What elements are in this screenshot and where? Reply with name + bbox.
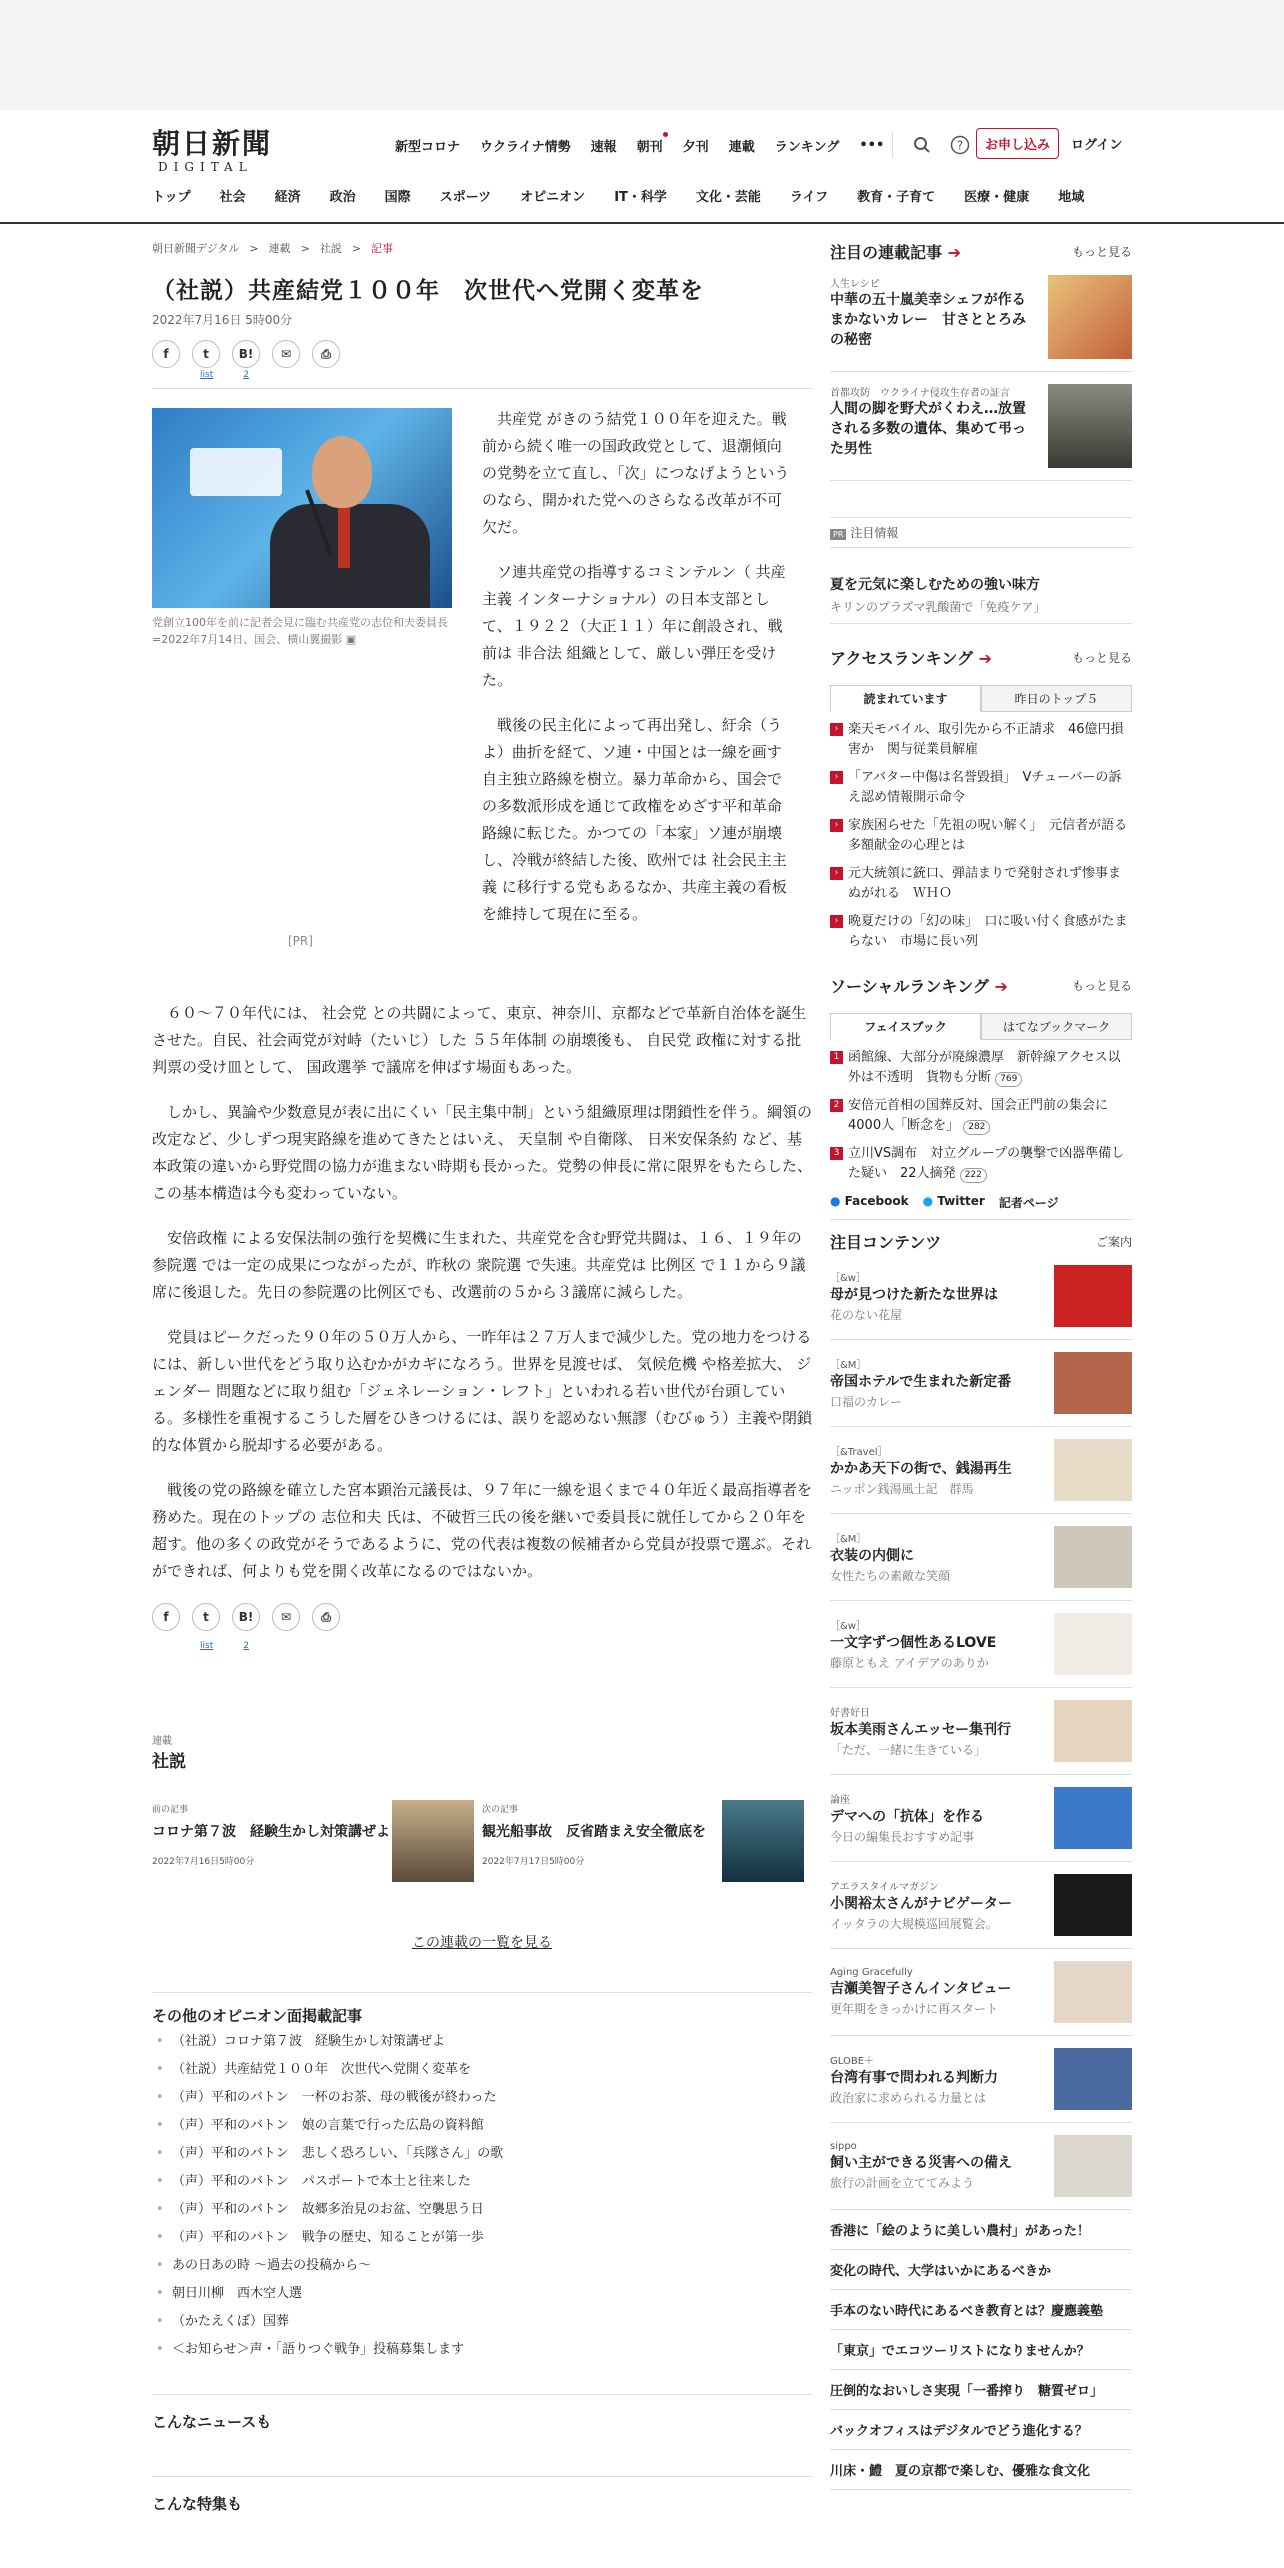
list-item[interactable]: • （社説）コロナ第７波 経験生かし対策講ぜよ — [152, 2028, 812, 2056]
crumb-home[interactable]: 朝日新聞デジタル — [152, 242, 240, 255]
thumb — [1054, 1613, 1132, 1675]
top-nav — [395, 136, 904, 155]
share-bar — [152, 340, 812, 368]
mail-share-icon[interactable]: ✉ — [272, 340, 300, 368]
twitter-link[interactable]: ● Twitter — [922, 1194, 985, 1208]
site-logo[interactable]: 朝日新聞 DIGITAL — [152, 127, 273, 174]
site-header — [152, 118, 1132, 174]
nav-breaking[interactable]: 速報 — [590, 140, 617, 155]
paragraph: 戦後の民主化によって再出発し、紆余（うよ）曲折を経て、ソ連・中国とは一線を画す自主独立路線を樹立。暴力革命から、国会での多数派形成を通じて政権をめざす平和革命路線に転じた。かつての「本家」ソ連が崩壊し、冷戦が終結した後、欧州では 社会民主主義 に移行する党もあるなか、共産主義の看板を維持して現在に至る。 — [482, 716, 787, 923]
divider — [152, 388, 812, 389]
photo-caption: 党創立100年を前に記者会見に臨む共産党の志位和夫委員長=2022年7月14日、国会、横山翼撮影 ▣ — [152, 616, 448, 646]
arrow-right-icon: ➔ — [978, 649, 993, 668]
list-item[interactable]: › 家族困らせた「先祖の呪い解く」 元信者が語る多額献金の心理とは — [830, 816, 1132, 856]
tab-popular[interactable]: 読まれています — [830, 685, 981, 712]
share-bar-bottom — [152, 1603, 812, 1631]
nav-ukraine[interactable]: ウクライナ情勢 — [480, 140, 571, 155]
article-body — [152, 1000, 812, 1660]
series-label: 連載 — [152, 1736, 172, 1747]
featured-article[interactable]: 首都攻防 ウクライナ侵攻生存者の証言 人間の脚を野犬がくわえ…放置される多数の遺体、集めて弔った男性 — [830, 372, 1132, 481]
help-icon[interactable] — [948, 133, 972, 157]
gnav-it-science[interactable]: IT・科学 — [614, 190, 667, 205]
list-item[interactable]: • ＜お知らせ＞声・「語りつぐ戦争」投稿募集します — [152, 2336, 812, 2364]
list-item[interactable]: • （社説）共産結党１００年 次世代へ党開く変革を — [152, 2056, 812, 2084]
news-title: こんなニュースも — [152, 2413, 272, 2431]
gnav-culture[interactable]: 文化・芸能 — [695, 190, 761, 205]
gnav-sports[interactable]: スポーツ — [439, 190, 492, 205]
search-icon[interactable] — [910, 133, 934, 157]
crumb-current: 記事 — [371, 242, 393, 255]
more-menu-icon[interactable]: ••• — [859, 138, 885, 153]
mail-share-icon[interactable]: ✉ — [272, 1603, 300, 1631]
breadcrumb: 朝日新聞デジタル > 連載 > 社説 > 記事 — [152, 241, 393, 255]
contents-list — [830, 1253, 1132, 2210]
paragraph: ６０～７０年代には、 社会党 との共闘によって、東京、神奈川、京都などで革新自治体を誕生させた。自民、社会両党が対峙（たいじ）した ５５年体制 の崩壊後も、 自民党 政権に対する批判票の受け皿として、 国政選挙 で議席を伸ばす場面もあった。 — [152, 1004, 807, 1076]
other-title: その他のオピニオン面掲載記事 — [152, 2007, 363, 2025]
content-item[interactable]: ［&w］ 母が見つけた新たな世界は 花のない花屋 — [830, 1253, 1132, 1340]
content-item[interactable]: sippo 飼い主ができる災害への備え 旅行の計画を立ててみよう — [830, 2123, 1132, 2210]
social-tabs — [830, 1013, 1132, 1040]
contents-header: 注目コンテンツ ご案内 — [830, 1233, 1132, 1252]
paragraph: 党員はピークだった９０年の５０万人から、一昨年は２７万人まで減少した。党の地力をつけるには、新しい世代をどう取り込むかがカギになろう。世界を見渡せば、 気候危機 や格差拡大、 ジェンダー 問題などに取り組む「ジェネレーション・レフト」といわれる若い世代が台頭している。多様性を重視するこうした層をひきつけるには、誤りを認めない無謬（むびゅう）主義や閉鎖的な体質から脱却する必要がある。 — [152, 1328, 813, 1454]
next-thumb — [722, 1800, 804, 1882]
divider — [152, 1992, 812, 1993]
list-item[interactable]: 1 函館線、大部分が廃線濃厚 新幹線アクセス以外は不透明 貨物も分断 769 — [830, 1048, 1132, 1088]
thumb — [1054, 1352, 1132, 1414]
list-item[interactable]: 川床・鱧 夏の京都で楽しむ、優雅な食文化 — [830, 2450, 1132, 2490]
content-item[interactable]: ［&M］ 衣装の内側に 女性たちの素敵な笑顔 — [830, 1514, 1132, 1601]
svg-text:?: ? — [956, 138, 964, 153]
page-title: （社説）共産結党１００年 次世代へ党開く変革を — [152, 278, 704, 304]
print-icon[interactable]: ⎙ — [312, 1603, 340, 1631]
hatena-count[interactable]: 2 — [243, 1641, 249, 1651]
divider — [152, 2394, 812, 2395]
thumb — [1054, 1961, 1132, 2023]
list-item[interactable]: • （声）平和のバトン 故郷多治見のお盆、空襲思う日 — [152, 2196, 812, 2224]
gnav-international[interactable]: 国際 — [384, 190, 411, 205]
content-item[interactable]: ［&w］ 一文字ずつ個性あるLOVE 藤原ともえ アイデアのありか — [830, 1601, 1132, 1688]
nav-corona[interactable]: 新型コロナ — [395, 140, 461, 155]
expand-icon[interactable]: ▣ — [345, 633, 357, 646]
divider — [830, 1219, 1132, 1220]
series-list-link[interactable]: この連載の一覧を見る — [412, 1935, 552, 1951]
list-item[interactable]: 圧倒的なおいしさ実現「一番搾り 糖質ゼロ」 — [830, 2370, 1132, 2410]
thumb — [1054, 2048, 1132, 2110]
thumb — [1054, 1874, 1132, 1936]
print-icon[interactable]: ⎙ — [312, 340, 340, 368]
list-item[interactable]: › 元大統領に銃口、弾詰まりで発射されず惨事まぬがれる ＷＨＯ — [830, 864, 1132, 904]
series-name[interactable]: 社説 — [152, 1752, 186, 1772]
list-item[interactable]: • （かたえくぼ）国葬 — [152, 2308, 812, 2336]
list-item[interactable]: • あの日あの時 ～過去の投稿から～ — [152, 2252, 812, 2280]
nav-morning[interactable]: 朝刊 — [637, 136, 663, 155]
share-sub — [200, 1633, 812, 1660]
list-item[interactable]: 香港に「絵のように美しい農村」があった！ — [830, 2210, 1132, 2250]
article-body-top — [482, 406, 792, 946]
nav-ranking[interactable]: ランキング — [774, 140, 840, 155]
other-opinion — [152, 2005, 812, 2364]
gnav-opinion[interactable]: オピニオン — [520, 190, 586, 205]
featured-series-header: 注目の連載記事 ➔ もっと見る — [830, 243, 1132, 262]
twitter-share-icon[interactable]: t — [192, 1603, 220, 1631]
twitter-list-link[interactable]: list — [200, 1641, 214, 1651]
list-item[interactable]: › 「アバター中傷は名誉毀損」 Vチューバーの訴え認め情報開示命令 — [830, 768, 1132, 808]
list-item[interactable]: • （声）平和のバトン 娘の言葉で行った広島の資料館 — [152, 2112, 812, 2140]
hatena-count[interactable]: 2 — [243, 370, 249, 380]
login-link[interactable]: ログイン — [1071, 138, 1123, 153]
tab-facebook[interactable]: フェイスブック — [830, 1013, 981, 1040]
list-item[interactable]: • （声）平和のバトン パスポートで本土と往来した — [152, 2168, 812, 2196]
nav-evening[interactable]: 夕刊 — [682, 140, 709, 155]
thumb — [1048, 275, 1132, 359]
article-photo[interactable] — [152, 408, 452, 608]
list-item[interactable]: • （声）平和のバトン 戦争の歴史、知ることが第一歩 — [152, 2224, 812, 2252]
crumb-editorial[interactable]: 社説 — [319, 242, 342, 255]
paragraph: ソ連共産党の指導するコミンテルン（ 共産主義 インターナショナル）の日本支部として、１９２２（大正１１）年に創設され、戦前は 非合法 組織として、厳しい弾圧を受けた。 — [482, 563, 786, 689]
article-main — [152, 240, 813, 2513]
hatena-bookmark-icon[interactable]: B! — [232, 340, 260, 368]
arrow-right-icon: ➔ — [947, 243, 961, 262]
content-item[interactable]: ［&Travel］ かかあ天下の街で、銭湯再生 ニッポン銭湯風土記 群馬 — [830, 1427, 1132, 1514]
next-article[interactable]: 次の記事 観光船事故 反省踏まえ安全徹底を 2022年7月17日5時00分 — [482, 1800, 812, 1882]
access-ranking-header: アクセスランキング ➔ もっと見る — [830, 649, 1132, 668]
featured-article[interactable]: 人生レシピ 中華の五十嵐美幸シェフが作るまかないカレー 甘さととろみの秘密 — [830, 263, 1132, 372]
gnav-top[interactable]: トップ — [152, 190, 191, 205]
tab-hatena[interactable]: はてなブックマーク — [981, 1013, 1132, 1040]
prev-thumb — [392, 1800, 474, 1882]
thumb — [1054, 2135, 1132, 2197]
thumb — [1048, 384, 1132, 468]
list-item[interactable]: バックオフィスはデジタルでどう進化する？ — [830, 2410, 1132, 2450]
gnav-region[interactable]: 地域 — [1058, 190, 1085, 205]
content-item[interactable]: アエラスタイルマガジン 小関裕太さんがナビゲーター イッタラの大規模巡回展覧会。 — [830, 1862, 1132, 1949]
share-sub — [200, 370, 812, 380]
facebook-link[interactable]: ● Facebook — [830, 1194, 909, 1208]
thumb — [1054, 1700, 1132, 1762]
gnav-education[interactable]: 教育・子育て — [857, 190, 936, 205]
hatena-bookmark-icon[interactable]: B! — [232, 1603, 260, 1631]
thumb — [1054, 1526, 1132, 1588]
content-item[interactable]: GLOBE＋ 台湾有事で問われる判断力 政治家に求められる力量とは — [830, 2036, 1132, 2123]
twitter-list-link[interactable]: list — [200, 370, 214, 380]
content-item[interactable]: 論座 デマへの「抗体」を作る 今日の編集長おすすめ記事 — [830, 1775, 1132, 1862]
list-item[interactable]: › 楽天モバイル、取引先から不正請求 46億円損害か 関与従業員解雇 — [830, 720, 1132, 760]
list-item[interactable]: • （声）平和のバトン 悲しく恐ろしい、「兵隊さん」の歌 — [152, 2140, 812, 2168]
gnav-economy[interactable]: 経済 — [274, 190, 301, 205]
list-item[interactable]: 手本のない時代にあるべき教育とは？慶應義塾 — [830, 2290, 1132, 2330]
more-link[interactable]: もっと見る — [1071, 245, 1132, 259]
list-item[interactable]: 3 立川VS調布 対立グループの襲撃で凶器準備した疑い 22人摘発 222 — [830, 1144, 1132, 1184]
sns-links — [830, 1194, 1132, 1211]
tab-yesterday[interactable]: 昨日のトップ５ — [981, 685, 1132, 712]
list-item[interactable]: • 朝日川柳 西木空人選 — [152, 2280, 812, 2308]
list-item[interactable]: 2 安倍元首相の国葬反対、国会正門前の集会に4000人「断念を」 282 — [830, 1096, 1132, 1136]
gnav-health[interactable]: 医療・健康 — [964, 190, 1030, 205]
gnav-politics[interactable]: 政治 — [329, 190, 356, 205]
series-section — [152, 1732, 812, 2514]
list-item[interactable]: 「東京」でエコツーリストになりませんか？ — [830, 2330, 1132, 2370]
publish-date: 2022年7月16日 5時00分 — [152, 313, 293, 327]
top-ad-space — [0, 0, 1284, 110]
divider — [152, 2476, 812, 2477]
list-item[interactable]: • （声）平和のバトン 一杯のお茶、母の戦後が終わった — [152, 2084, 812, 2112]
reporter-link[interactable]: 記者ページ — [998, 1196, 1059, 1210]
nav-divider — [0, 222, 1284, 224]
access-tabs — [830, 685, 1132, 712]
plain-links — [830, 2210, 1132, 2490]
thumb — [1054, 1439, 1132, 1501]
content-item[interactable]: ［&M］ 帝国ホテルで生まれた新定番 口福のカレー — [830, 1340, 1132, 1427]
subscribe-button[interactable]: お申し込み — [976, 128, 1059, 159]
access-ranking-list — [830, 720, 1132, 952]
content-item[interactable]: Aging Gracefully 吉瀬美智子さんインタビュー 更年期をきっかけに再スタート — [830, 1949, 1132, 2036]
list-item[interactable]: 変化の時代、大学はいかにあるべきか — [830, 2250, 1132, 2290]
gnav-life[interactable]: ライフ — [789, 190, 829, 205]
guide-link[interactable]: ご案内 — [1095, 1235, 1132, 1249]
gnav-society[interactable]: 社会 — [219, 190, 246, 205]
social-ranking-list — [830, 1048, 1132, 1184]
facebook-share-icon[interactable]: f — [152, 340, 180, 368]
feature-title: こんな特集も — [152, 2495, 243, 2513]
more-link[interactable]: もっと見る — [1071, 979, 1132, 993]
pr-label: [PR] — [288, 934, 313, 948]
pr-section-label: PR 注目情報 — [830, 517, 1132, 548]
arrow-right-icon: ➔ — [994, 977, 1008, 996]
social-ranking-header: ソーシャルランキング ➔ もっと見る — [830, 977, 1132, 996]
thumb — [1054, 1787, 1132, 1849]
prev-article[interactable]: 前の記事 コロナ第７波 経験生かし対策講ぜよ 2022年7月16日5時00分 — [152, 1800, 482, 1882]
prev-next — [152, 1800, 812, 1882]
header-icons — [882, 132, 979, 158]
paragraph: 戦後の党の路線を確立した宮本顕治元議長は、９７年に一線を退くまで４０年近く最高指導者を務めた。現在のトップの 志位和夫 氏は、不破哲三氏の後を継いで委員長に就任してから２０年を超す。他の多くの政党がそうであるように、党の代表は複数の候補者から党員が投票で選ぶ。それができれば、何よりも党を開く改革になるのではないか。 — [152, 1481, 813, 1580]
thumb — [1054, 1265, 1132, 1327]
nav-series[interactable]: 連載 — [728, 140, 755, 155]
list-item[interactable]: › 晩夏だけの「幻の味」 口に吸い付く食感がたまらない 市場に長い列 — [830, 912, 1132, 952]
pr-item[interactable]: 夏を元気に楽しむための強い味方 キリンのプラズマ乳酸菌で「免疫ケア」 — [830, 574, 1132, 624]
content-item[interactable]: 好書好日 坂本美雨さんエッセー集刊行 「ただ、一緒に生きている」 — [830, 1688, 1132, 1775]
facebook-share-icon[interactable]: f — [152, 1603, 180, 1631]
sidebar — [830, 240, 1132, 2490]
genre-nav — [152, 186, 1132, 205]
paragraph: しかし、異論や少数意見が表に出にくい「民主集中制」という組織原理は閉鎖性を伴う。綱領の改定など、少しずつ現実路線を進めてきたとはいえ、 天皇制 や自衛隊、 日米安保条約 など、基本政策の違いから野党間の協力が進まない時期も長かった。党勢の伸長に常に限界をもたらした、この基本構造は今も変わっていない。 — [152, 1103, 813, 1202]
divider — [892, 132, 893, 158]
paragraph: 安倍政権 による安保法制の強行を契機に生まれた、共産党を含む野党共闘は、１６、１９年の 参院選 では一定の成果につながったが、昨秋の 衆院選 で失速。共産党は 比例区 で１１から９議席に後退した。先日の参院選の比例区でも、改選前の５から３議席に減らした。 — [152, 1229, 806, 1301]
paragraph: 共産党 がきのう結党１００年を迎えた。戦前から続く唯一の国政政党として、退潮傾向の党勢を立て直し、「次」につなげようというのなら、開かれた党へのさらなる改革が不可欠だ。 — [482, 410, 790, 536]
crumb-series[interactable]: 連載 — [268, 242, 291, 255]
twitter-share-icon[interactable]: t — [192, 340, 220, 368]
more-link[interactable]: もっと見る — [1071, 651, 1132, 665]
